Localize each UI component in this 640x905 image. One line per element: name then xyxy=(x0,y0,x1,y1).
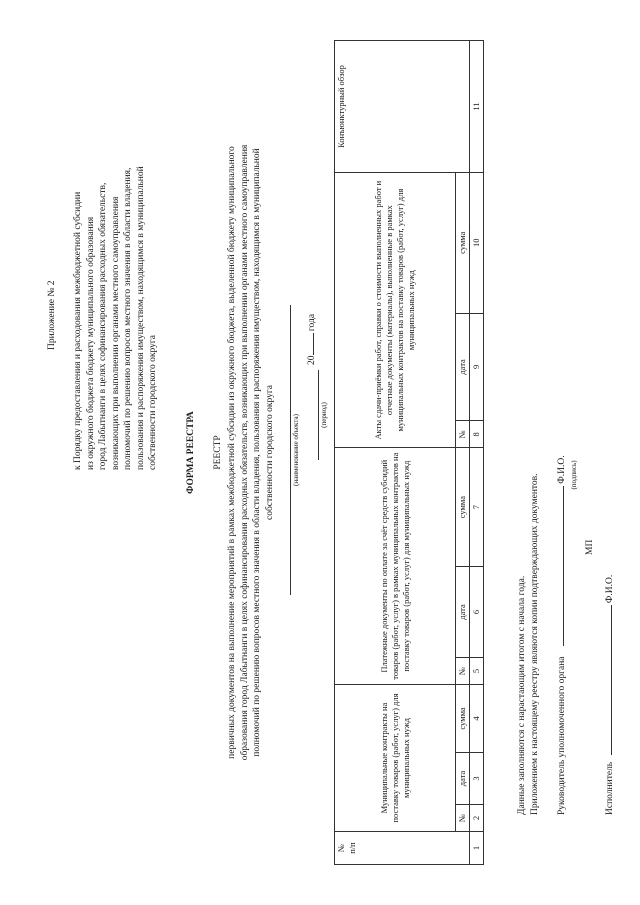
column-number: 6 xyxy=(470,566,484,657)
executor-label: Исполнитель xyxy=(605,761,615,815)
column-number: 5 xyxy=(470,658,484,685)
note-line: Приложением к настоящему реестру являются копии подтверждающих документов. xyxy=(529,473,540,815)
subheader-sum: сумма xyxy=(456,685,470,753)
executor-line xyxy=(604,415,617,815)
head-fio: Ф.И.О. xyxy=(557,455,567,484)
registry-title: РЕЕСТР xyxy=(213,435,223,470)
head-signature-line xyxy=(556,315,569,815)
column-number: 11 xyxy=(470,41,484,173)
column-number: 2 xyxy=(470,805,484,832)
period-year-blank xyxy=(313,334,314,356)
header-acts: Акты сдачи-приёмки работ, справки о стоимости выполненных работ и отчетные документы (материалы), выполненные в рамках муниципальных контрактов на поставку товаров (работ, услуг) для муниципальных нужд xyxy=(335,173,456,448)
executor-blank xyxy=(611,605,612,755)
column-number: 7 xyxy=(470,448,484,567)
object-caption: (наименование объекта) xyxy=(292,414,300,486)
description-line: первичных документов на выполнение мероприятий в рамках межбюджетной субсидии из окружного бюджета, выделенной бюджету муниципального xyxy=(227,146,237,759)
period-suffix: года xyxy=(307,313,317,332)
appendix-text xyxy=(72,70,160,470)
appendix-line: к Порядку предоставления и расходования межбюджетной субсидии xyxy=(73,191,83,470)
header-num: № п/п xyxy=(335,832,470,865)
subheader-sum: сумма xyxy=(456,448,470,567)
column-number: 4 xyxy=(470,685,484,753)
registry-description xyxy=(226,40,276,865)
description-line: собственности городского округа xyxy=(264,385,275,521)
subheader-num: № xyxy=(456,421,470,448)
appendix-line: полномочий по решению вопросов местного значения в области владения, xyxy=(123,167,133,470)
form-title: ФОРМА РЕЕСТРА xyxy=(186,411,196,494)
description-line: полномочий по решению вопросов местного значения в области владения, пользования и распоряжения имуществом, находящимся в муниципальной xyxy=(252,148,262,757)
stamp-label: МП xyxy=(585,539,595,555)
period-prefix: 20 xyxy=(307,355,317,365)
executor-fio: Ф.И.О. xyxy=(605,574,615,604)
header-payments: Платежные документы по оплате за счёт средств субсидий товаров (работ, услуг) в рамках муниципальных контрактов на поставку товаров (работ, услуг) для муниципальных нужд xyxy=(335,448,456,685)
description-line: образования город Лабытнанги в целях софинансирования расходных обязательств, возникающих при выполнении органами местного самоуправления xyxy=(239,144,250,761)
column-number: 1 xyxy=(470,832,484,865)
note-line: Данные заполняются с нарастающим итогом с начала года. xyxy=(517,575,527,815)
period-line xyxy=(306,165,319,365)
head-signature-blank xyxy=(563,486,564,646)
column-number: 9 xyxy=(470,313,484,421)
object-name-line xyxy=(290,305,291,595)
column-number: 8 xyxy=(470,421,484,448)
signature-caption: (подпись) xyxy=(570,460,578,490)
appendix-line: возникающих при выполнении органами местного самоуправления xyxy=(110,196,121,470)
appendix-number: Приложение № 2 xyxy=(47,280,57,350)
appendix-line: город Лабытнанги в целях софинансирования расходных обязательств, xyxy=(98,182,108,470)
subheader-date: дата xyxy=(456,566,470,657)
subheader-sum: сумма xyxy=(456,173,470,314)
column-number: 10 xyxy=(470,173,484,314)
subheader-date: дата xyxy=(456,313,470,421)
column-number: 3 xyxy=(470,752,484,804)
header-review: Конъюнктурный обзор xyxy=(335,41,470,173)
notes xyxy=(516,315,541,815)
appendix-line: из окружного бюджета бюджету муниципального образования xyxy=(85,216,96,470)
table-column-numbers-row xyxy=(470,41,484,865)
head-label: Руководитель уполномоченного органа xyxy=(557,656,567,815)
subheader-num: № xyxy=(456,658,470,685)
appendix-line: пользования и распоряжения имуществом, находящимся в муниципальной xyxy=(135,166,146,470)
appendix-line: собственности городского округа xyxy=(148,334,158,470)
period-blank xyxy=(318,370,319,460)
header-contracts: Муниципальные контракты на поставку товаров (работ, услуг) для муниципальных нужд xyxy=(335,685,456,832)
period-caption: (период) xyxy=(320,402,328,428)
subheader-date: дата xyxy=(456,752,470,804)
subheader-num: № xyxy=(456,805,470,832)
table-header-row xyxy=(335,41,456,865)
registry-table xyxy=(334,40,484,865)
